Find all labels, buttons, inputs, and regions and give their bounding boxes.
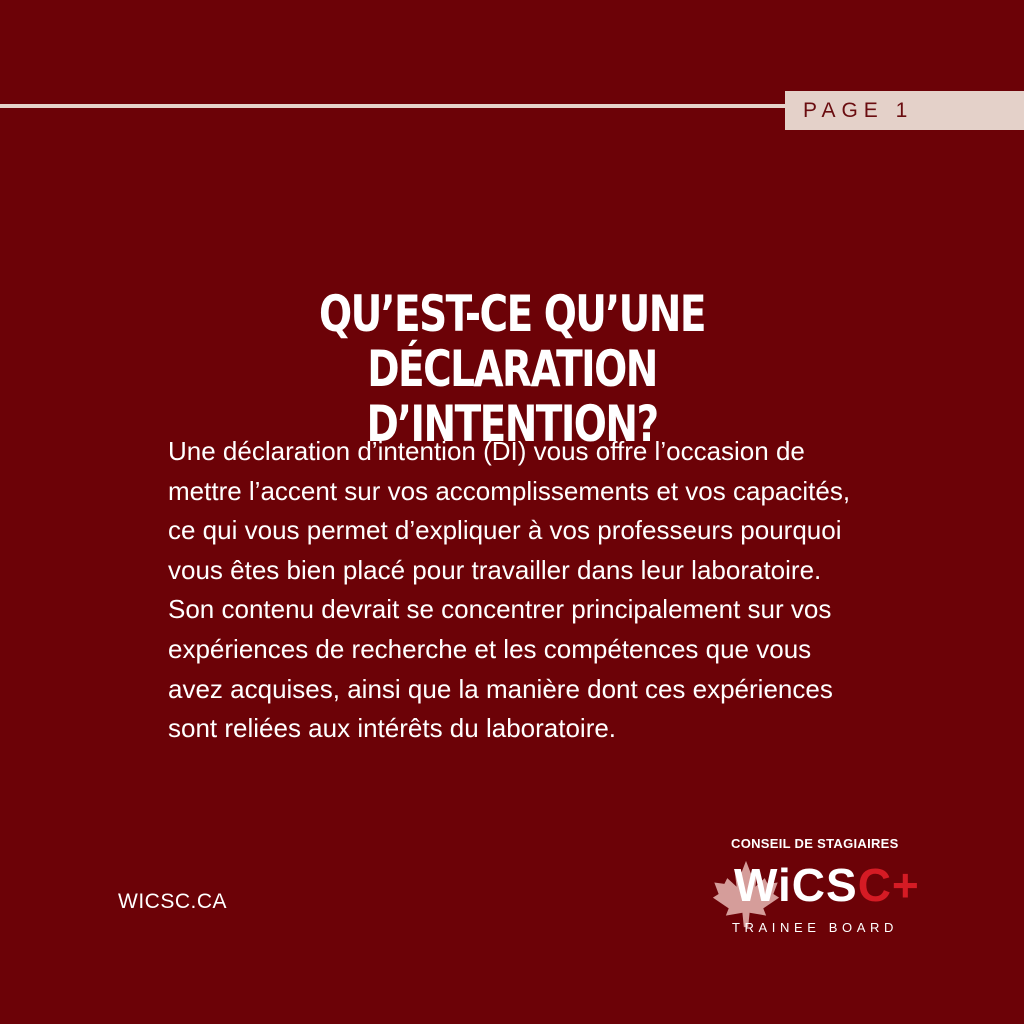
logo-bottom-text: TRAINEE BOARD — [732, 920, 898, 935]
logo-wordmark-white: WiCS — [734, 859, 858, 911]
logo-wordmark-red: C+ — [857, 859, 920, 911]
website-url: WICSC.CA — [118, 890, 227, 913]
page-title — [175, 287, 849, 452]
title-line-1: QU’EST-CE QU’UNE DÉCLARATION — [319, 285, 705, 398]
title-line-2: D’INTENTION? — [366, 395, 658, 453]
wicsc-logo — [710, 836, 950, 946]
logo-top-text: CONSEIL DE STAGIAIRES — [731, 836, 899, 851]
page-number-tab: PAGE 1 — [785, 91, 1024, 130]
body-paragraph: Une déclaration d’intention (DI) vous offre l’occasion de mettre l’accent sur vos accomplissements et vos capacités, ce qui vous permet d’expliquer à vos professeurs pourquoi vous êtes bien placé pour travailler dans leur laboratoire. Son contenu devrait se concentrer principalement sur vos expériences de recherche et les compétences que vous avez acquises, ainsi que la manière dont ces expériences sont reliées aux intérêts du laboratoire. — [168, 436, 851, 744]
top-divider-line — [0, 104, 790, 108]
logo-wordmark — [734, 860, 920, 910]
